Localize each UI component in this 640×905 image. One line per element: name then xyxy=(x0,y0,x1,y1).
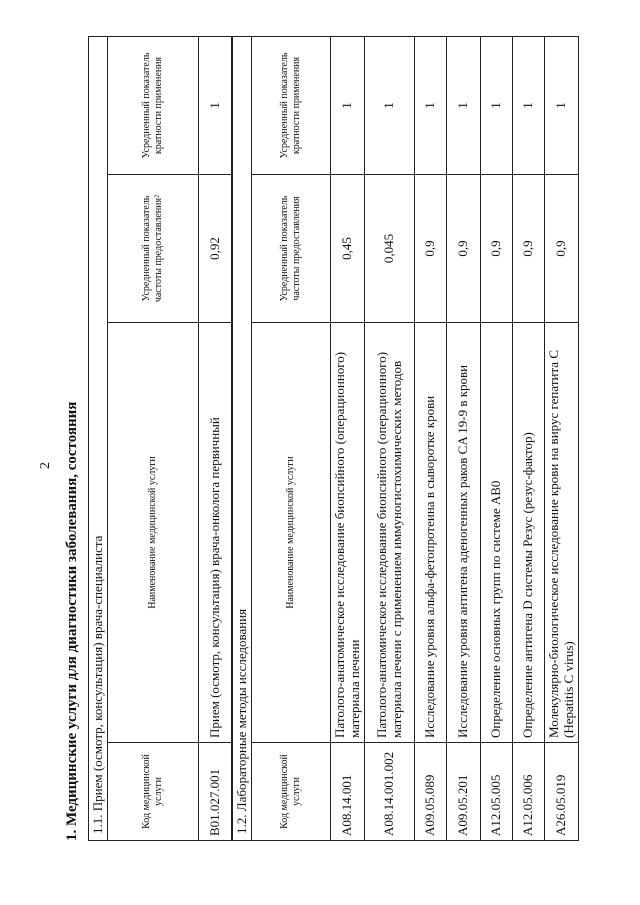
service-name: Прием (осмотр, консультация) врача-онколога первичный xyxy=(199,323,232,743)
column-header-code: Код медицинской услуги xyxy=(252,743,331,841)
table-row xyxy=(415,36,447,840)
service-name: Патолого-анатомическое исследование биопсийного (операционного) материала печени с применением иммуногистохимических методов xyxy=(365,323,415,743)
table-row xyxy=(331,36,365,840)
subsection-title-2: 1.2. Лабораторные методы исследования xyxy=(233,36,252,840)
multiplicity-value: 1 xyxy=(199,36,232,174)
table-row xyxy=(447,36,481,840)
frequency-value: 0,9 xyxy=(545,175,579,323)
multiplicity-value: 1 xyxy=(545,36,579,174)
service-name: Молекулярно-биологическое исследование крови на вирус гепатита C (Hepatitis C virus) xyxy=(545,323,579,743)
frequency-value: 0,9 xyxy=(447,175,481,323)
table-row xyxy=(199,36,232,840)
service-code: A09.05.201 xyxy=(447,743,481,841)
column-header-code: Код медицинской услуги xyxy=(108,743,199,841)
column-header-frequency: Усредненный показатель частоты предоставления xyxy=(252,175,331,323)
subsection-title-1: 1.1. Прием (осмотр, консультация) врача-специалиста xyxy=(89,36,108,840)
multiplicity-value: 1 xyxy=(415,36,447,174)
service-name: Исследование уровня альфа-фетопротеина в сыворотке крови xyxy=(415,323,447,743)
table-row xyxy=(513,36,545,840)
service-code: A12.05.006 xyxy=(513,743,545,841)
column-header-multiplicity: Усредненный показатель кратности применения xyxy=(252,36,331,174)
service-code: A26.05.019 xyxy=(545,743,579,841)
service-name: Патолого-анатомическое исследование биопсийного (операционного) материала печени xyxy=(331,323,365,743)
multiplicity-value: 1 xyxy=(365,36,415,174)
table-consultation xyxy=(88,36,232,841)
service-code: A08.14.001 xyxy=(331,743,365,841)
frequency-value: 0,9 xyxy=(513,175,545,323)
frequency-value: 0,92 xyxy=(199,175,232,323)
frequency-value: 0,45 xyxy=(331,175,365,323)
service-code: B01.027.001 xyxy=(199,743,232,841)
service-name: Определение антигена D системы Резус (резус-фактор) xyxy=(513,323,545,743)
table-row xyxy=(545,36,579,840)
table-lab-methods xyxy=(232,36,579,841)
section-heading: 1. Медицинские услуги для диагностики заболевания, состояния xyxy=(64,401,80,841)
frequency-value: 0,9 xyxy=(415,175,447,323)
column-header-multiplicity: Усредненный показатель кратности применения xyxy=(108,36,199,174)
column-header-name: Наименование медицинской услуги xyxy=(108,323,199,743)
service-code: A08.14.001.002 xyxy=(365,743,415,841)
column-header-frequency: Усредненный показатель частоты предоставления² xyxy=(108,175,199,323)
table-row xyxy=(481,36,513,840)
service-code: A09.05.089 xyxy=(415,743,447,841)
service-code: A12.05.005 xyxy=(481,743,513,841)
service-name: Определение основных групп по системе AB0 xyxy=(481,323,513,743)
column-header-name: Наименование медицинской услуги xyxy=(252,323,331,743)
multiplicity-value: 1 xyxy=(513,36,545,174)
page-number: 2 xyxy=(38,462,53,469)
multiplicity-value: 1 xyxy=(447,36,481,174)
frequency-value: 0,9 xyxy=(481,175,513,323)
table-row xyxy=(365,36,415,840)
multiplicity-value: 1 xyxy=(331,36,365,174)
multiplicity-value: 1 xyxy=(481,36,513,174)
frequency-value: 0,045 xyxy=(365,175,415,323)
service-name: Исследование уровня антигена аденогенных раков CA 19-9 в крови xyxy=(447,323,481,743)
